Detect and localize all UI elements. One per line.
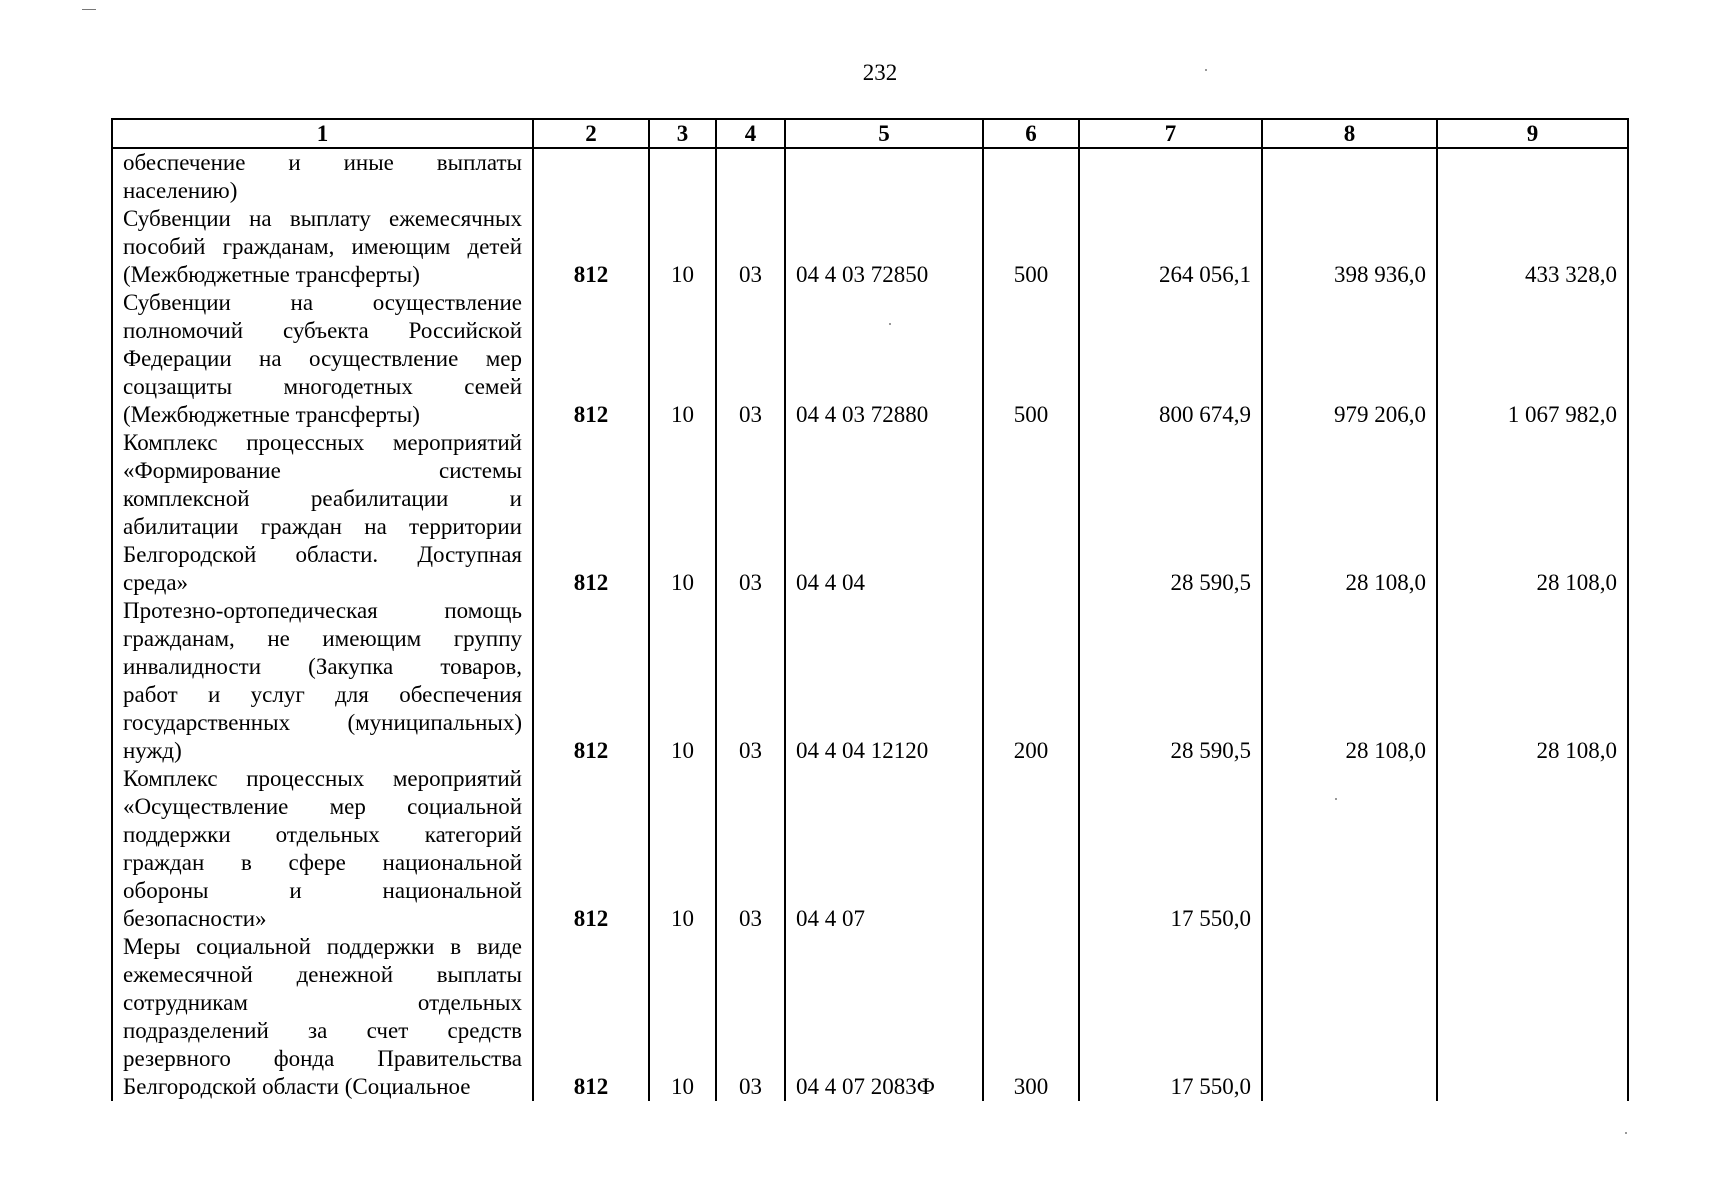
- table-row: [112, 148, 1628, 177]
- cell-c4: [716, 148, 785, 205]
- page-number: 232: [862, 60, 898, 85]
- row-description-line: обеспечение и иные выплаты: [112, 148, 533, 177]
- cell-c5: 04 4 04: [785, 429, 983, 597]
- cell-c5: 04 4 04 12120: [785, 597, 983, 765]
- table-row: [112, 933, 1628, 961]
- cell-c8: [1262, 933, 1437, 1101]
- cell-c7: 17 550,0: [1079, 933, 1262, 1101]
- cell-c3: 10: [649, 289, 716, 429]
- row-description-line: соцзащиты многодетных семей: [112, 373, 533, 401]
- row-description-line: «Формирование системы: [112, 457, 533, 485]
- row-description-line: «Осуществление мер социальной: [112, 793, 533, 821]
- col-header-9: 9: [1437, 119, 1628, 148]
- row-description-line: безопасности»: [112, 905, 533, 933]
- row-description-line: резервного фонда Правительства: [112, 1045, 533, 1073]
- scan-dot: [1625, 1132, 1627, 1134]
- cell-c6: 200: [983, 597, 1079, 765]
- row-description-line: гражданам, не имеющим группу: [112, 625, 533, 653]
- row-description-line: (Межбюджетные трансферты): [112, 401, 533, 429]
- cell-c2: 812: [533, 205, 649, 289]
- cell-c8: 979 206,0: [1262, 289, 1437, 429]
- cell-c9: [1437, 148, 1628, 205]
- cell-c9: 1 067 982,0: [1437, 289, 1628, 429]
- row-description-line: работ и услуг для обеспечения: [112, 681, 533, 709]
- cell-c3: 10: [649, 597, 716, 765]
- table-row: [112, 429, 1628, 457]
- row-description-line: Федерации на осуществление мер: [112, 345, 533, 373]
- cell-c2: 812: [533, 933, 649, 1101]
- cell-c6: 500: [983, 289, 1079, 429]
- row-description-line: сотрудникам отдельных: [112, 989, 533, 1017]
- cell-c9: 28 108,0: [1437, 429, 1628, 597]
- scan-dot: [889, 323, 891, 325]
- cell-c6: [983, 429, 1079, 597]
- col-header-1: 1: [112, 119, 533, 148]
- cell-c9: 28 108,0: [1437, 597, 1628, 765]
- cell-c3: 10: [649, 765, 716, 933]
- cell-c3: 10: [649, 429, 716, 597]
- row-description-line: полномочий субъекта Российской: [112, 317, 533, 345]
- cell-c8: 398 936,0: [1262, 205, 1437, 289]
- cell-c3: 10: [649, 933, 716, 1101]
- scan-dot: [1205, 69, 1207, 71]
- cell-c6: 300: [983, 933, 1079, 1101]
- row-description-line: обороны и национальной: [112, 877, 533, 905]
- cell-c2: 812: [533, 429, 649, 597]
- row-description-line: граждан в сфере национальной: [112, 849, 533, 877]
- cell-c5: 04 4 07: [785, 765, 983, 933]
- cell-c3: [649, 148, 716, 205]
- row-description-line: государственных (муниципальных): [112, 709, 533, 737]
- row-description-line: инвалидности (Закупка товаров,: [112, 653, 533, 681]
- row-description-line: Субвенции на выплату ежемесячных: [112, 205, 533, 233]
- cell-c4: 03: [716, 205, 785, 289]
- cell-c2: 812: [533, 765, 649, 933]
- table-row: [112, 765, 1628, 793]
- budget-table: [111, 118, 1629, 1101]
- table-body: [112, 148, 1628, 1101]
- scan-dot: [1335, 798, 1337, 800]
- cell-c9: [1437, 765, 1628, 933]
- cell-c8: [1262, 148, 1437, 205]
- row-description-line: ежемесячной денежной выплаты: [112, 961, 533, 989]
- cell-c6: 500: [983, 205, 1079, 289]
- cell-c2: 812: [533, 289, 649, 429]
- row-description-line: нужд): [112, 737, 533, 765]
- row-description-line: поддержки отдельных категорий: [112, 821, 533, 849]
- row-description-line: Комплекс процессных мероприятий: [112, 765, 533, 793]
- cell-c7: 264 056,1: [1079, 205, 1262, 289]
- cell-c9: 433 328,0: [1437, 205, 1628, 289]
- cell-c2: 812: [533, 597, 649, 765]
- cell-c6: [983, 148, 1079, 205]
- cell-c5: [785, 148, 983, 205]
- row-description-line: Белгородской области (Социальное: [112, 1073, 533, 1101]
- cell-c7: 17 550,0: [1079, 765, 1262, 933]
- cell-c6: [983, 765, 1079, 933]
- col-header-2: 2: [533, 119, 649, 148]
- cell-c4: 03: [716, 597, 785, 765]
- row-description-line: населению): [112, 177, 533, 205]
- row-description-line: Меры социальной поддержки в виде: [112, 933, 533, 961]
- cell-c7: 28 590,5: [1079, 429, 1262, 597]
- cell-c4: 03: [716, 429, 785, 597]
- cell-c8: 28 108,0: [1262, 597, 1437, 765]
- col-header-3: 3: [649, 119, 716, 148]
- cell-c4: 03: [716, 765, 785, 933]
- cell-c5: 04 4 03 72850: [785, 205, 983, 289]
- scan-mark: [82, 9, 96, 10]
- cell-c8: 28 108,0: [1262, 429, 1437, 597]
- cell-c7: [1079, 148, 1262, 205]
- cell-c4: 03: [716, 933, 785, 1101]
- cell-c5: 04 4 07 2083Ф: [785, 933, 983, 1101]
- row-description-line: (Межбюджетные трансферты): [112, 261, 533, 289]
- row-description-line: среда»: [112, 569, 533, 597]
- row-description-line: комплексной реабилитации и: [112, 485, 533, 513]
- cell-c8: [1262, 765, 1437, 933]
- row-description-line: абилитации граждан на территории: [112, 513, 533, 541]
- row-description-line: Субвенции на осуществление: [112, 289, 533, 317]
- table-row: [112, 289, 1628, 317]
- table-row: [112, 205, 1628, 233]
- cell-c9: [1437, 933, 1628, 1101]
- cell-c5: 04 4 03 72880: [785, 289, 983, 429]
- cell-c4: 03: [716, 289, 785, 429]
- col-header-4: 4: [716, 119, 785, 148]
- col-header-8: 8: [1262, 119, 1437, 148]
- col-header-6: 6: [983, 119, 1079, 148]
- row-description-line: Белгородской области. Доступная: [112, 541, 533, 569]
- row-description-line: пособий гражданам, имеющим детей: [112, 233, 533, 261]
- header-row: [112, 119, 1628, 148]
- cell-c7: 28 590,5: [1079, 597, 1262, 765]
- row-description-line: подразделений за счет средств: [112, 1017, 533, 1045]
- col-header-5: 5: [785, 119, 983, 148]
- col-header-7: 7: [1079, 119, 1262, 148]
- row-description-line: Протезно-ортопедическая помощь: [112, 597, 533, 625]
- cell-c7: 800 674,9: [1079, 289, 1262, 429]
- cell-c3: 10: [649, 205, 716, 289]
- cell-c2: [533, 148, 649, 205]
- table-row: [112, 597, 1628, 625]
- row-description-line: Комплекс процессных мероприятий: [112, 429, 533, 457]
